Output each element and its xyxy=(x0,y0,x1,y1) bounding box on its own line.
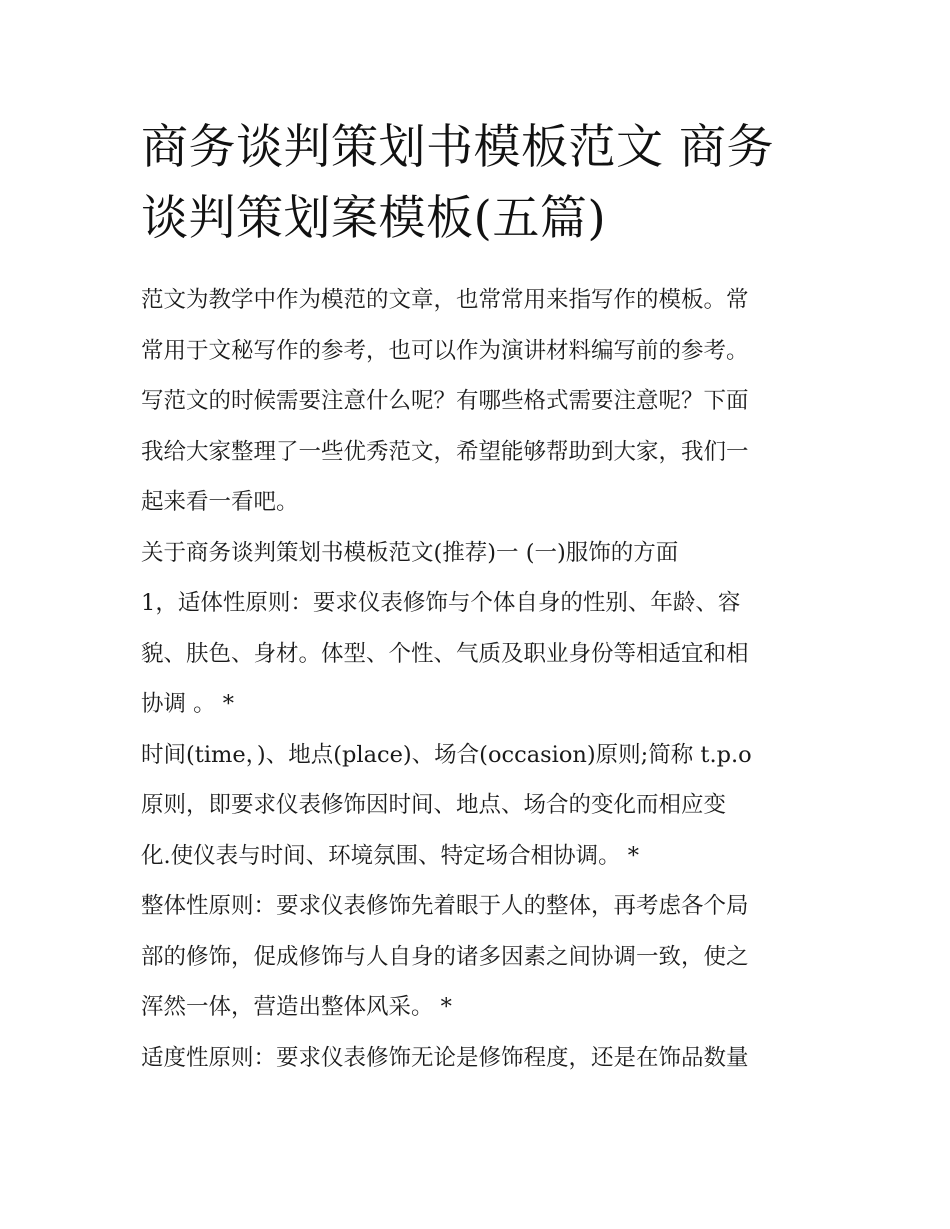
body-line: 1，适体性原则：要求仪表修饰与个体自身的性别、年龄、容 xyxy=(141,590,741,616)
body-line: 适度性原则：要求仪表修饰无论是修饰程度，还是在饰品数量 xyxy=(141,1044,749,1071)
body-line: 浑然一体，营造出整体风采。 * xyxy=(141,994,452,1020)
body-line: 原则，即要求仪表修饰因时间、地点、场合的变化而相应变 xyxy=(141,792,727,818)
title-line: 谈判策划案模板(五篇) xyxy=(141,191,607,246)
body-line: 起来看一看吧。 xyxy=(141,489,299,515)
section-heading: 关于商务谈判策划书模板范文(推荐)一 (一)服饰的方面 xyxy=(141,539,679,566)
body-line: 范文为教学中作为模范的文章，也常常用来指写作的模板。常 xyxy=(141,287,749,313)
body-line: 整体性原则：要求仪表修饰先着眼于人的整体，再考虑各个局 xyxy=(141,893,749,919)
body-line: 常用于文秘写作的参考，也可以作为演讲材料编写前的参考。 xyxy=(141,337,749,364)
document-body xyxy=(141,275,821,1083)
body-line: 时间(time，)、地点(place)、场合(occasion)原则;简称 t.p.o xyxy=(141,741,752,768)
body-line: 我给大家整理了一些优秀范文，希望能够帮助到大家，我们一 xyxy=(141,438,749,465)
document-title xyxy=(141,112,821,254)
body-line: 写范文的时候需要注意什么呢？有哪些格式需要注意呢？下面 xyxy=(141,388,749,414)
body-line: 部的修饰，促成修饰与人自身的诸多因素之间协调一致，使之 xyxy=(141,943,749,970)
body-line: 化.使仪表与时间、环境氛围、特定场合相协调。 * xyxy=(141,842,640,869)
body-line: 协调 。 * xyxy=(141,691,235,717)
body-line: 貌、肤色、身材。体型、个性、气质及职业身份等相适宜和相 xyxy=(141,640,749,667)
title-line: 商务谈判策划书模板范文 商务 xyxy=(141,120,774,175)
